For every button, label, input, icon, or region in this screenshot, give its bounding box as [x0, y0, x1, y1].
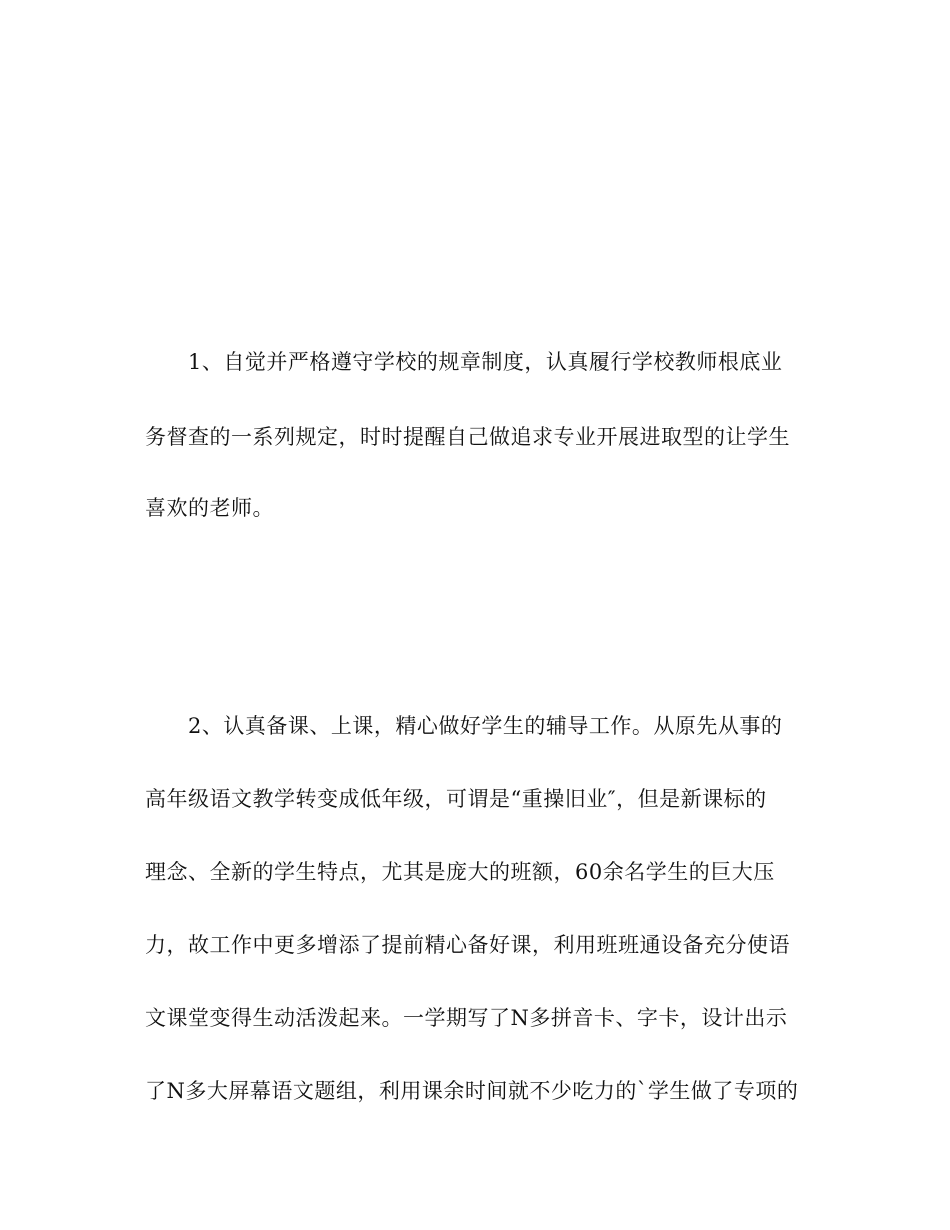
paragraph-line: 力，故工作中更多增添了提前精心备好课，利用班班通设备充分使语	[145, 933, 790, 957]
paragraph-line: 高年级语文教学转变成低年级，可谓是“重操旧业″，但是新课标的	[145, 787, 767, 811]
paragraph-line: 喜欢的老师。	[145, 496, 274, 520]
paragraph-line: 务督查的一系列规定，时时提醒自己做追求专业开展进取型的让学生	[145, 425, 790, 449]
paragraph-line: 文课堂变得生动活泼起来。一学期写了N多拼音卡、字卡，设计出示	[145, 1006, 788, 1030]
paragraph-line: 了N多大屏幕语文题组，利用课余时间就不少吃力的`学生做了专项的	[145, 1079, 799, 1103]
paragraph-line: 2、认真备课、上课，精心做好学生的辅导工作。从原先从事的	[188, 714, 783, 738]
paragraph-line: 1、自觉并严格遵守学校的规章制度，认真履行学校教师根底业	[188, 350, 783, 374]
paragraph-line: 理念、全新的学生特点，尤其是庞大的班额，60余名学生的巨大压	[145, 860, 775, 884]
